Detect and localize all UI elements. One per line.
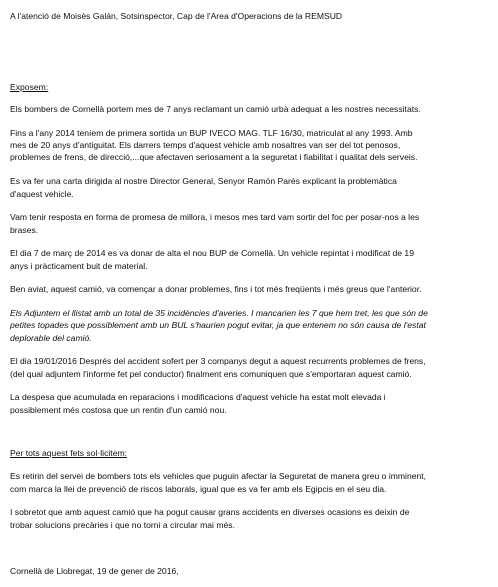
paragraph-line: El dia 7 de març de 2014 es va donar de alta el nou BUP de Cornellà. Un vehicle repintat i modificat de 19	[10, 248, 414, 258]
paragraph-line: Vam tenir resposta en forma de promesa de millora, i mesos mes tard vam sortir del foc per posar-nos a les	[10, 212, 420, 222]
paragraph-line: possiblement més costosa que un rentin d'un camió nou.	[10, 405, 227, 415]
paragraph-line: Ben aviat, aquest camió, va començar a donar problemes, fins i tot més freqüents i més greus que l'anterior.	[10, 284, 422, 294]
paragraph-line-italic: deplorable del camió.	[10, 333, 92, 343]
closing-line: Cornellà de Llobregat, 19 de gener de 2016,	[10, 566, 179, 576]
request-line: trobar solucions precàries i que no torni a circular mai més.	[10, 520, 235, 530]
paragraph-line: anys i pràcticament buit de material.	[10, 261, 148, 271]
paragraph-line: (del qual adjuntem l'informe fet pel conductor) finalment ens comuniquen que s'emportaran aquest camió.	[10, 369, 412, 379]
paragraph-line: El dia 19/01/2016 Després del accident sofert per 3 companys degut a aquest recurrents problemes de frens,	[10, 356, 426, 366]
paragraph-line: problemes de frens, de direcció,...que afectaven seriosament a la seguretat i fiabilitat i qualitat dels serveis.	[10, 152, 418, 162]
paragraph-line-italic: petites topades que possiblement amb un BUL s'haurien pogut evitar, ja que entenem no són causa de l'estat	[10, 320, 426, 330]
exposem-heading: Exposem:	[10, 82, 49, 92]
request-line: com marca la llei de prevenció de riscos laborals, igual que es va fer amb els Egipcis en el seu dia.	[10, 484, 387, 494]
paragraph-line: Els bombers de Cornellà portem mes de 7 anys reclamant un camió urbà adequat a les nostres necessitats.	[10, 104, 421, 114]
paragraph-line: Fins a l'any 2014 teníem de primera sortida un BUP IVECO MAG. TLF 16/30, matriculat al any 1993. Amb	[10, 128, 413, 138]
paragraph-line: Es va fer una carta dirigida al nostre Director General, Senyor Ramón Parés explicant la problemàtica	[10, 176, 397, 186]
sollicitem-heading: Per tots aquest fets sol·licitem:	[10, 448, 128, 458]
paragraph-line: brases.	[10, 225, 39, 235]
paragraph-line-italic: Els Adjuntem el llistat amb un total de 35 incidències d'averies. I mancarien les 7 que hem tret, les que són de	[10, 308, 428, 318]
paragraph-line: d'aquest vehicle.	[10, 189, 74, 199]
request-line: I sobretot que amb aquest camió que ha pogut causar grans accidents en diverses ocasions es deixin de	[10, 507, 410, 517]
paragraph-line: La despesa que acumulada en reparacions i modificacions d'aquest vehicle ha estat molt elevada i	[10, 392, 386, 402]
request-line: Es retirin del servei de bombers tots els vehicles que puguin afectar la Seguretat de manera greu o imminent,	[10, 471, 427, 481]
letter-header: A l'atenció de Moisès Galán, Sotsinspector, Cap de l'Area d'Operacions de la REMSUD	[10, 11, 343, 21]
paragraph-line: mes de 20 anys d'antiguitat. Els darrers temps d'aquest vehicle amb nosaltres van ser del tot penosos,	[10, 140, 401, 150]
